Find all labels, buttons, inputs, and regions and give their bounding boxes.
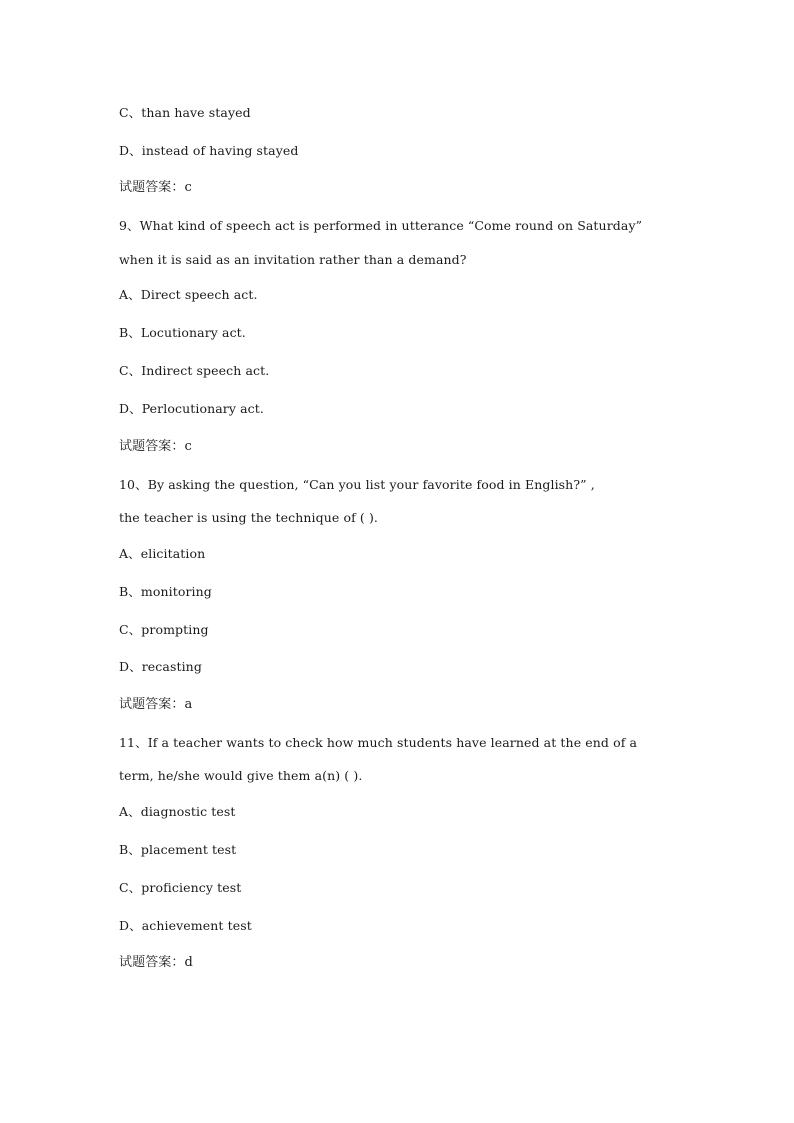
q10-answer: 试题答案：a: [119, 697, 193, 712]
q9-stem-line-2: when it is said as an invitation rather than a demand?: [119, 252, 467, 267]
q10-stem-line-1: 10、By asking the question, “Can you list your favorite food in English?” ,: [119, 477, 595, 492]
q8-option-d: D、instead of having stayed: [119, 143, 299, 158]
q11-answer: 试题答案：d: [119, 955, 193, 970]
q9-option-a: A、Direct speech act.: [119, 287, 258, 302]
q9-option-c: C、Indirect speech act.: [119, 363, 270, 378]
q10-stem-line-2: the teacher is using the technique of ( ).: [119, 510, 379, 525]
q9-option-b: B、Locutionary act.: [119, 325, 246, 340]
q9-stem-line-1: 9、What kind of speech act is performed in utterance “Come round on Saturday”: [119, 218, 643, 233]
q11-option-a: A、diagnostic test: [119, 804, 236, 819]
q10-option-d: D、recasting: [119, 659, 202, 674]
q10-option-c: C、prompting: [119, 622, 209, 637]
q11-option-b: B、placement test: [119, 842, 237, 857]
q9-option-d: D、Perlocutionary act.: [119, 401, 264, 416]
q10-option-b: B、monitoring: [119, 584, 212, 599]
q8-option-c: C、than have stayed: [119, 105, 251, 120]
q11-option-c: C、proficiency test: [119, 880, 242, 895]
q11-option-d: D、achievement test: [119, 918, 252, 933]
q9-answer: 试题答案：c: [119, 439, 192, 454]
q8-answer: 试题答案：c: [119, 180, 192, 195]
q10-option-a: A、elicitation: [119, 546, 206, 561]
q11-stem-line-1: 11、If a teacher wants to check how much students have learned at the end of a: [119, 735, 638, 750]
q11-stem-line-2: term, he/she would give them a(n) ( ).: [119, 768, 363, 783]
